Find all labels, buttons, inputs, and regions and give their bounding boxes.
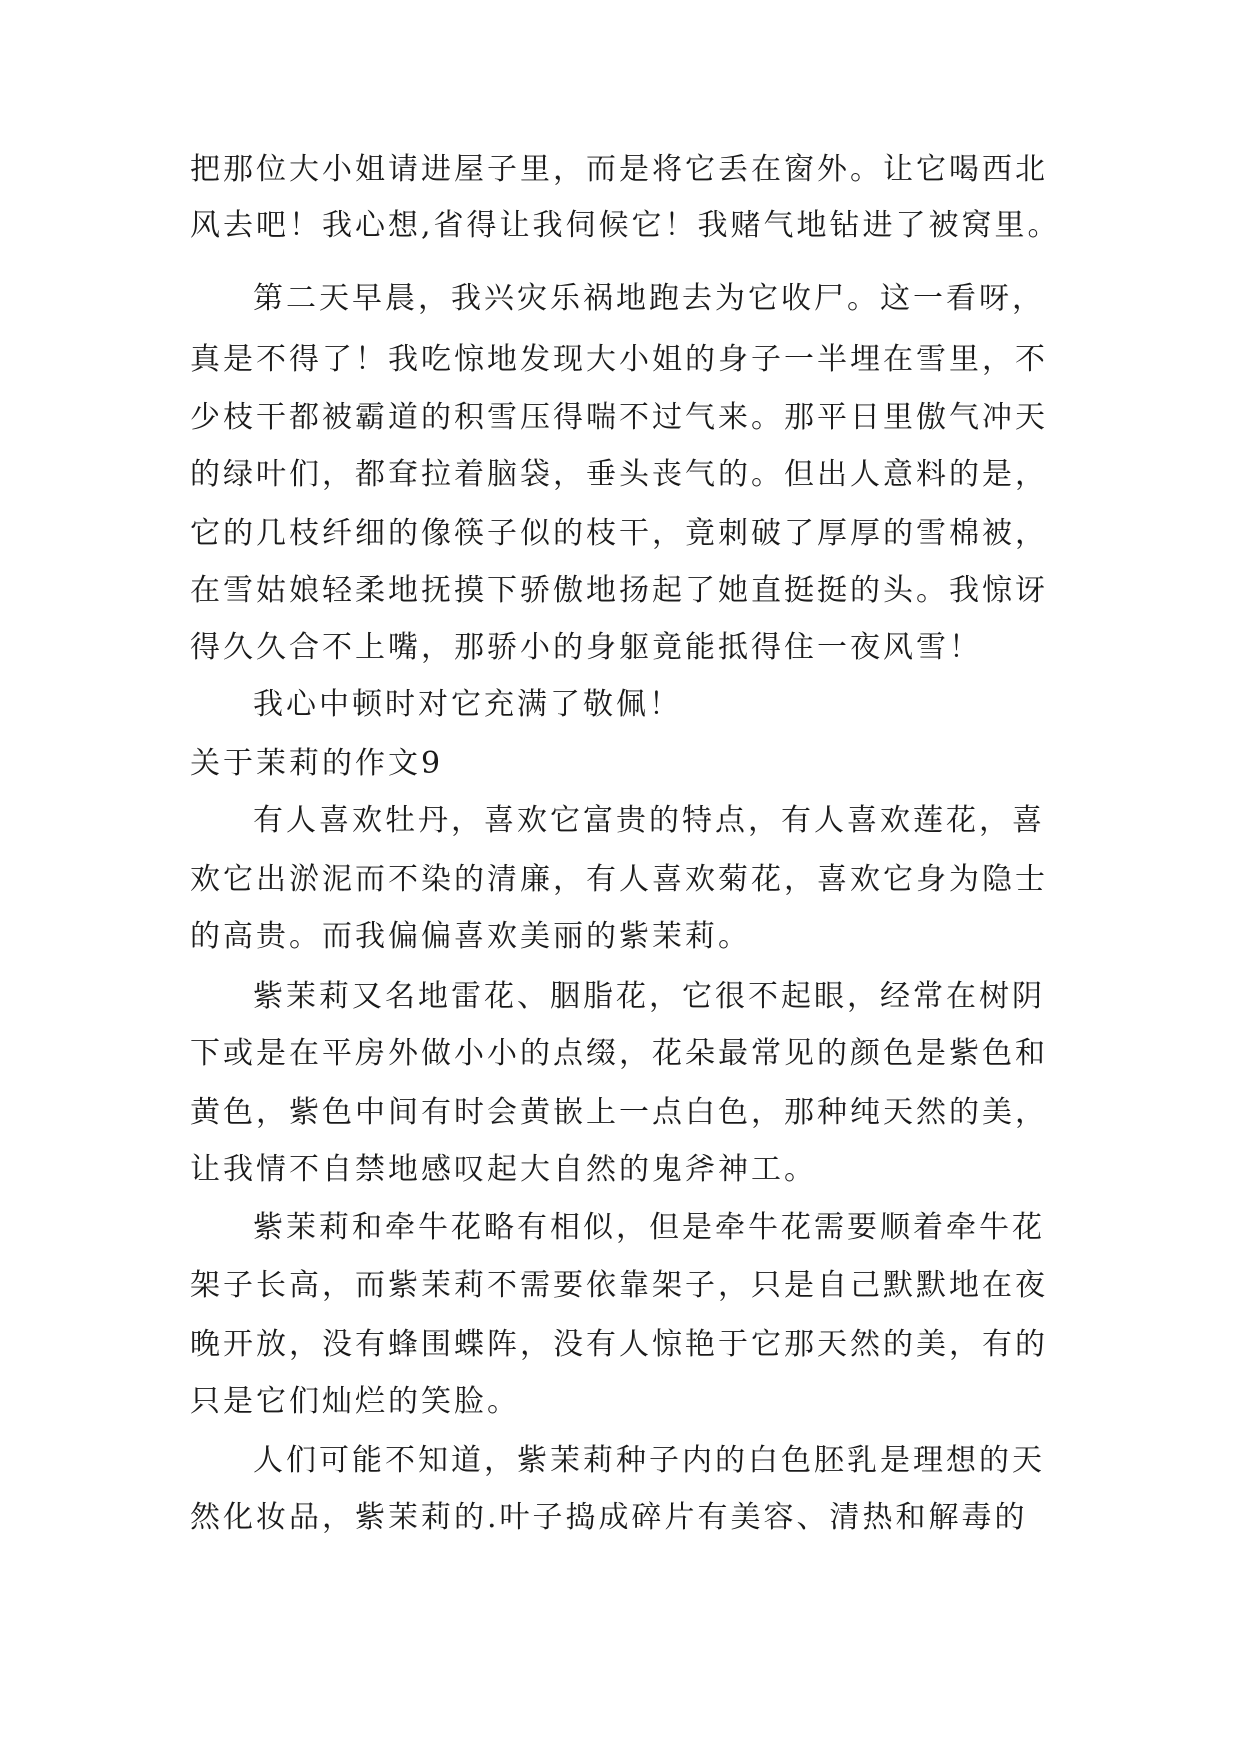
- text-line: 在雪姑娘轻柔地抚摸下骄傲地扬起了她直挺挺的头。我惊讶: [190, 573, 1048, 608]
- text-line: 的绿叶们，都耷拉着脑袋，垂头丧气的。但出人意料的是，: [190, 457, 1048, 492]
- text-line: 让我情不自禁地感叹起大自然的鬼斧神工。: [190, 1152, 817, 1187]
- paragraph-start-line: 紫茉莉和牵牛花略有相似，但是牵牛花需要顺着牵牛花: [253, 1210, 1045, 1245]
- section-heading: 关于茉莉的作文9: [190, 746, 444, 781]
- text-line: 的高贵。而我偏偏喜欢美丽的紫茉莉。: [190, 919, 751, 954]
- text-line: 真是不得了！我吃惊地发现大小姐的身子一半埋在雪里，不: [190, 342, 1048, 377]
- text-line: 架子长高，而紫茉莉不需要依靠架子，只是自己默默地在夜: [190, 1268, 1048, 1303]
- text-line: 把那位大小姐请进屋子里，而是将它丢在窗外。让它喝西北: [190, 152, 1048, 187]
- paragraph-start-line: 人们可能不知道，紫茉莉种子内的白色胚乳是理想的天: [253, 1443, 1045, 1478]
- text-line: 然化妆品，紫茉莉的.叶子捣成碎片有美容、清热和解毒的: [190, 1500, 1028, 1535]
- text-line: 黄色，紫色中间有时会黄嵌上一点白色，那种纯天然的美，: [190, 1095, 1048, 1130]
- text-line: 风去吧！我心想,省得让我伺候它！我赌气地钻进了被窝里。: [190, 208, 1061, 243]
- paragraph-start-line: 我心中顿时对它充满了敬佩！: [253, 687, 682, 722]
- text-line: 欢它出淤泥而不染的清廉，有人喜欢菊花，喜欢它身为隐士: [190, 862, 1048, 897]
- paragraph-start-line: 第二天早晨，我兴灾乐祸地跑去为它收尸。这一看呀，: [253, 281, 1045, 316]
- text-line: 少枝干都被霸道的积雪压得喘不过气来。那平日里傲气冲天: [190, 400, 1048, 435]
- text-line: 得久久合不上嘴，那骄小的身躯竟能抵得住一夜风雪！: [190, 630, 982, 665]
- text-line: 下或是在平房外做小小的点缀，花朵最常见的颜色是紫色和: [190, 1036, 1048, 1071]
- text-line: 它的几枝纤细的像筷子似的枝干，竟刺破了厚厚的雪棉被，: [190, 516, 1048, 551]
- paragraph-start-line: 紫茉莉又名地雷花、胭脂花，它很不起眼，经常在树阴: [253, 979, 1045, 1014]
- paragraph-start-line: 有人喜欢牡丹，喜欢它富贵的特点，有人喜欢莲花，喜: [253, 803, 1045, 838]
- text-line: 晚开放，没有蜂围蝶阵，没有人惊艳于它那天然的美，有的: [190, 1327, 1048, 1362]
- text-line: 只是它们灿烂的笑脸。: [190, 1384, 520, 1419]
